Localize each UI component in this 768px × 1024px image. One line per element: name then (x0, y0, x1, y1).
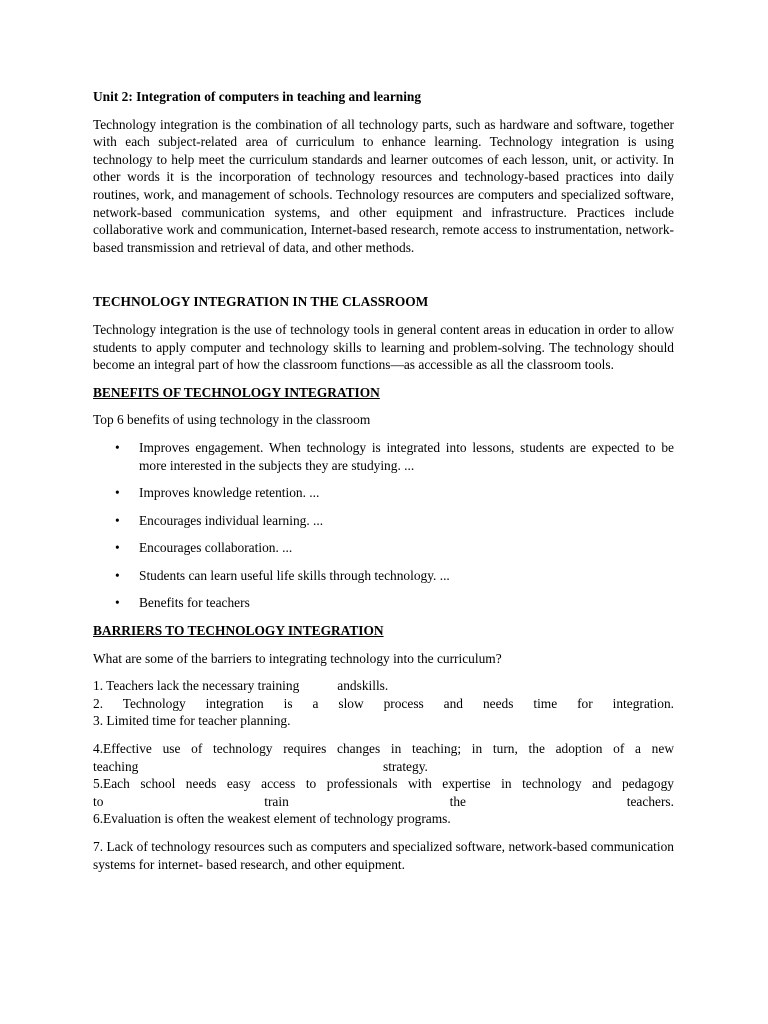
unit-title: Unit 2: Integration of computers in teaching and learning (93, 89, 422, 104)
barrier-item-1 (93, 677, 674, 695)
barrier-item-2 (93, 695, 674, 713)
bullet-icon: • (115, 485, 120, 501)
list-item-text: Encourages collaboration. ... (139, 540, 293, 556)
classroom-paragraph: Technology integration is the use of technology tools in general content areas in education in order to allow students to apply computer and technology skills to learning and problem-solving. The technology should become an integral part of how the classroom functions—as accessible as all the classroom tools. (93, 321, 674, 373)
unit-paragraph: Technology integration is the combination of all technology parts, such as hardware and software, together with each subject-related area of curriculum to enhance learning. Technology integration is using technology to help meet the curriculum standards and learner outcomes of each lesson, unit, or activity. In other words it is the incorporation of technology resources and technology-based practices into daily routines, work, and management of schools. Technology resources are computers and specialized software, network-based communication systems, and other equipment and infrastructure. Practices include collaborative work and communication, Internet-based research, remote access to instrumentation, network-based transmission and retrieval of data, and other methods. (93, 116, 674, 255)
barrier-item-4-word: strategy. (383, 758, 428, 774)
list-item-text: Improves engagement. When technology is integrated into lessons, students are expected to be more interested in the subjects they are studying. ... (139, 439, 674, 473)
bullet-icon: • (115, 540, 120, 556)
list-item (93, 439, 674, 474)
list-item (93, 567, 674, 585)
list-item-text: Improves knowledge retention. ... (139, 485, 320, 501)
barrier-item-5: 5.Each school needs easy access to professionals with expertise in technology and pedagogy (93, 776, 674, 792)
barrier-item-4: 4.Effective use of technology requires changes in teaching; in turn, the adoption of a new (93, 741, 674, 757)
list-item-text: Benefits for teachers (139, 595, 250, 611)
list-item (93, 484, 674, 502)
bullet-icon: • (115, 567, 120, 583)
barrier-item-5-cont (93, 793, 674, 811)
list-item-text: Students can learn useful life skills through technology. ... (139, 567, 450, 583)
barrier-item-5-word: the (449, 793, 466, 809)
classroom-heading: TECHNOLOGY INTEGRATION IN THE CLASSROOM (93, 294, 429, 310)
barrier-item-5-word: train (264, 793, 289, 809)
barrier-item-3: 3. Limited time for teacher planning. (93, 713, 291, 729)
barrier-item-5-word: teachers. (626, 793, 674, 809)
document-page (93, 88, 674, 873)
bullet-icon: • (115, 439, 120, 455)
barriers-block-1 (93, 677, 674, 730)
bullet-icon: • (115, 512, 120, 528)
benefits-heading: BENEFITS OF TECHNOLOGY INTEGRATION (93, 384, 380, 400)
barrier-item-7: 7. Lack of technology resources such as computers and specialized software, network-based communication systems for internet- based research, and other equipment. (93, 839, 674, 872)
barrier-item-1-text: 1. Teachers lack the necessary training (93, 678, 300, 694)
list-item (93, 512, 674, 530)
barrier-item-2-text: 2. Technology integration is a slow process and needs time for integration. (93, 695, 674, 711)
barrier-item-4-word: teaching (93, 758, 139, 774)
barrier-item-4-cont (93, 758, 674, 776)
bullet-icon: • (115, 595, 120, 611)
barrier-item-5-word: to (93, 793, 104, 809)
barrier-item-6: 6.Evaluation is often the weakest element of technology programs. (93, 811, 451, 827)
list-item (93, 539, 674, 557)
list-item (93, 594, 674, 612)
benefits-list (93, 439, 674, 612)
list-item-text: Encourages individual learning. ... (139, 512, 324, 528)
barriers-block-2 (93, 740, 674, 828)
barriers-question: What are some of the barriers to integrating technology into the curriculum? (93, 650, 502, 666)
barrier-item-1-tail: andskills. (337, 678, 389, 694)
benefits-intro: Top 6 benefits of using technology in the classroom (93, 412, 371, 428)
barriers-heading: BARRIERS TO TECHNOLOGY INTEGRATION (93, 623, 384, 639)
